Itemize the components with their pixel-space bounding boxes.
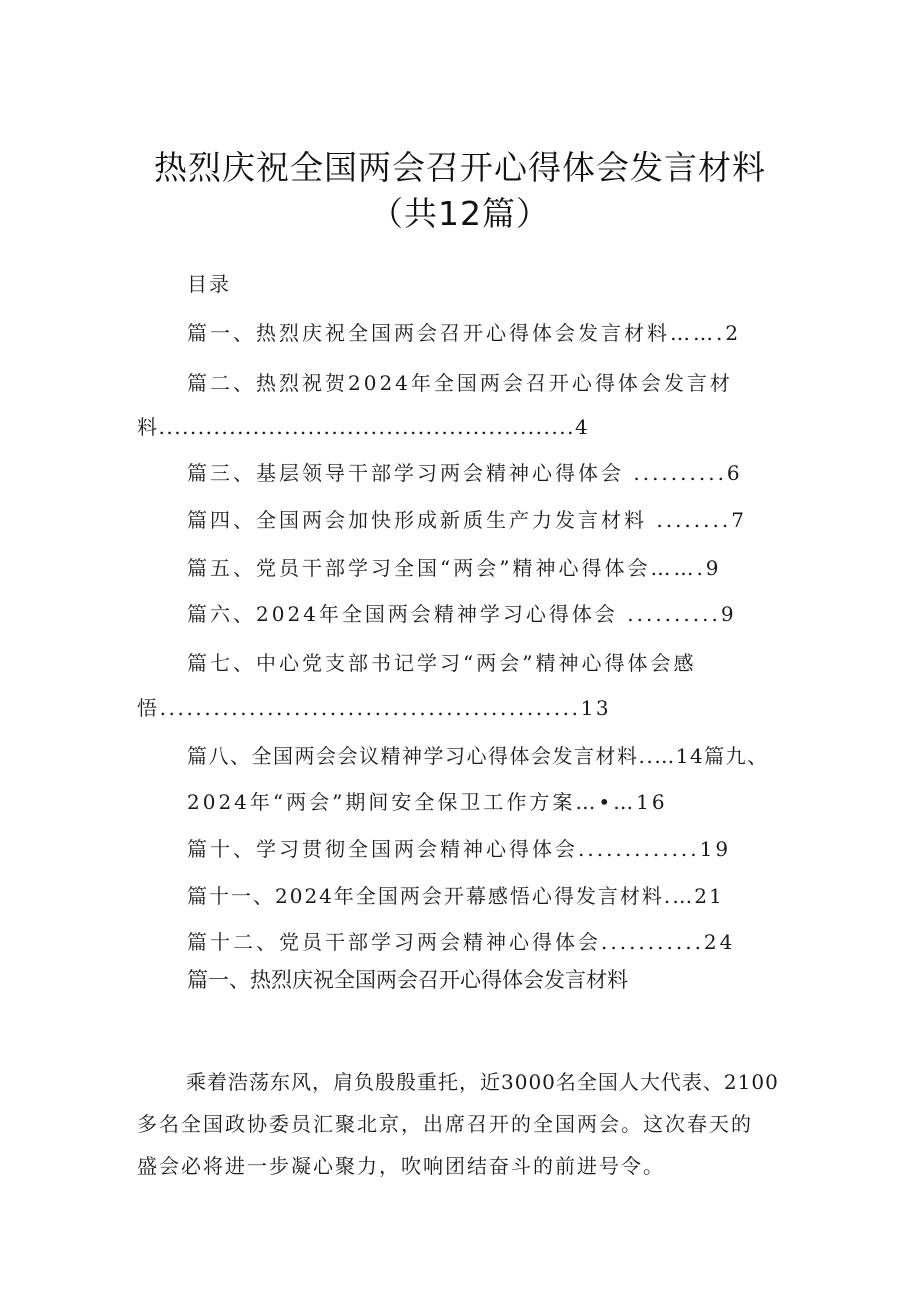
toc-entry-11[interactable]: 篇十一、2024年全国两会开幕感悟心得发言材料.…21 [187,884,724,908]
toc-entry-7[interactable]: 篇七、中心党支部书记学习“两会”精神心得体会感 [187,651,697,675]
toc-entry-8[interactable]: 篇八、全国两会会议精神学习心得体会发言材料..…14篇九、 [187,744,769,768]
section-heading: 篇一、热烈庆祝全国两会召开心得体会发言材料 [187,968,628,992]
toc-entry-2-continued[interactable]: 料.....................................................4 [137,415,590,439]
toc-entry-4[interactable]: 篇四、全国两会加快形成新质生产力发言材料 ........7 [187,508,747,532]
toc-entry-7-continued[interactable]: 悟...............................................13 [137,696,612,720]
toc-entry-1[interactable]: 篇一、热烈庆祝全国两会召开心得体会发言材料…….2 [187,321,742,345]
toc-entry-12[interactable]: 篇十二、党员干部学习两会精神心得体会...........24 [187,930,736,954]
toc-entry-6[interactable]: 篇六、2024年全国两会精神学习心得体会 ..........9 [187,602,737,626]
toc-entry-5[interactable]: 篇五、党员干部学习全国“两会”精神心得体会…….9 [187,556,722,580]
paragraph-line-3: 盛会必将进一步凝心聚力，吹响团结奋斗的前进号令。 [137,1154,665,1178]
toc-entry-3[interactable]: 篇三、基层领导干部学习两会精神心得体会 ..........6 [187,461,743,485]
toc-entry-2[interactable]: 篇二、热烈祝贺2024年全国两会召开心得体会发言材 [187,371,733,395]
toc-label: 目录 [187,272,231,296]
toc-entry-10[interactable]: 篇十、学习贯彻全国两会精神心得体会.............19 [187,837,732,861]
document-subtitle: （共12篇） [370,194,550,233]
paragraph-line-2: 多名全国政协委员汇聚北京，出席召开的全国两会。这次春天的 [137,1112,753,1136]
document-title: 热烈庆祝全国两会召开心得体会发言材料 [154,148,766,187]
toc-entry-9[interactable]: 2024年“两会”期间安全保卫工作方案…•…16 [187,790,668,814]
paragraph-line-1: 乘着浩荡东风，肩负殷殷重托，近3000名全国人大代表、2100 [186,1070,779,1094]
